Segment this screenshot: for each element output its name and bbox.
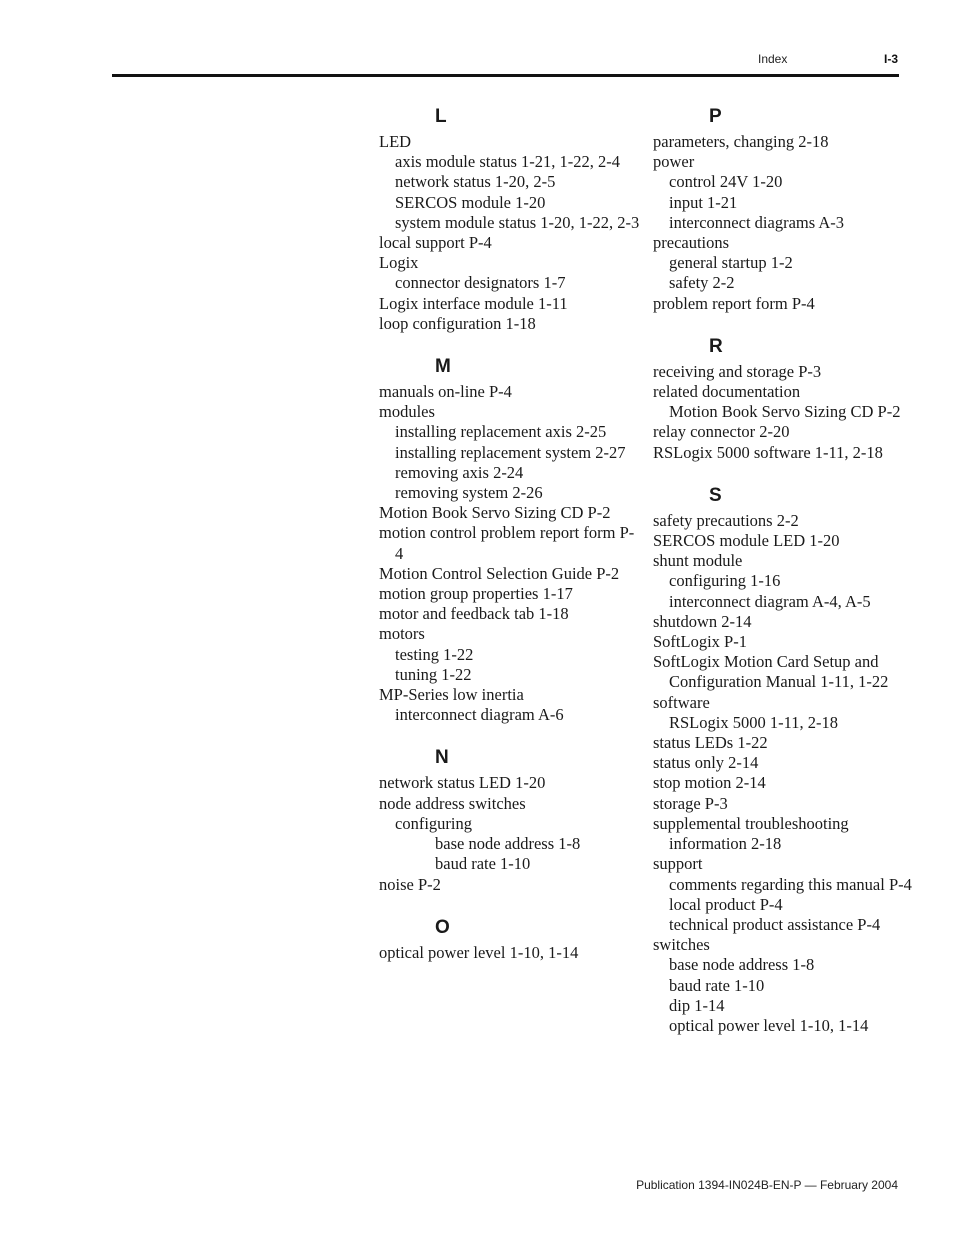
index-subentry: base node address 1-8 — [669, 955, 815, 975]
index-entry: problem report form P-4 — [653, 293, 815, 313]
index-entry: motion group properties 1-17 — [379, 584, 573, 604]
index-entry: safety precautions 2-2 — [653, 510, 799, 530]
index-subentry: interconnect diagram A-6 — [395, 705, 564, 725]
publication-footer: Publication 1394-IN024B-EN-P — February 2004 — [636, 1178, 898, 1192]
index-entry: shutdown 2-14 — [653, 611, 752, 631]
running-header-section: Index — [758, 52, 788, 66]
index-subentry: dip 1-14 — [669, 995, 725, 1015]
index-subentry: technical product assistance P-4 — [669, 914, 881, 934]
index-subentry: control 24V 1-20 — [669, 172, 783, 192]
index-subentry: installing replacement system 2-27 — [395, 442, 626, 462]
index-entry: status only 2-14 — [653, 753, 759, 773]
index-subentry: input 1-21 — [669, 192, 738, 212]
index-subentry: interconnect diagram A-4, A-5 — [669, 591, 871, 611]
index-entry: local support P-4 — [379, 233, 492, 253]
index-letter-heading: P — [709, 106, 722, 127]
index-letter-heading: S — [709, 484, 722, 506]
index-entry: MP-Series low inertia — [379, 685, 524, 705]
index-subentry: safety 2-2 — [669, 273, 735, 293]
index-subentry: SERCOS module 1-20 — [395, 192, 546, 212]
index-entry: noise P-2 — [379, 874, 441, 894]
index-subentry: configuring 1-16 — [669, 571, 781, 591]
index-entry: storage P-3 — [653, 793, 728, 813]
index-subentry: Motion Book Servo Sizing CD P-2 — [669, 402, 901, 422]
index-subentry: tuning 1-22 — [395, 664, 472, 684]
index-entry: receiving and storage P-3 — [653, 361, 822, 381]
index-entry: switches — [653, 935, 710, 955]
index-entry: RSLogix 5000 software 1-11, 2-18 — [653, 442, 883, 462]
index-entry: supplemental troubleshooting information 2-18 — [653, 813, 849, 854]
index-entry: manuals on-line P-4 — [379, 382, 512, 402]
index-letter-heading: R — [709, 335, 723, 357]
index-entry: LED — [379, 132, 412, 151]
index-section — [379, 745, 641, 894]
header-rule — [112, 74, 899, 77]
index-entry: power — [653, 152, 695, 172]
index-subentry: axis module status 1-21, 1-22, 2-4 — [395, 152, 621, 172]
index-entry: SERCOS module LED 1-20 — [653, 531, 840, 551]
index-subentry: removing system 2-26 — [395, 483, 543, 503]
index-letter-heading: L — [435, 106, 447, 127]
page-number: I-3 — [883, 52, 898, 66]
index-entry: support — [653, 854, 703, 874]
index-subentry: testing 1-22 — [395, 644, 474, 664]
index-entry: shunt module — [653, 551, 743, 571]
index-subentry: interconnect diagrams A-3 — [669, 212, 845, 232]
index-letter-heading: N — [435, 747, 449, 769]
index-entry: status LEDs 1-22 — [653, 733, 768, 753]
index-column-left — [379, 104, 641, 983]
index-subentry: general startup 1-2 — [669, 253, 793, 273]
index-entry: precautions — [653, 233, 730, 253]
index-section — [653, 334, 915, 463]
index-section — [379, 915, 641, 963]
index-entry: stop motion 2-14 — [653, 773, 766, 793]
index-entry: Logix interface module 1-11 — [379, 293, 568, 313]
index-entry: loop configuration 1-18 — [379, 313, 536, 333]
index-subentry: connector designators 1-7 — [395, 273, 566, 293]
index-subentry: system module status 1-20, 1-22, 2-3 — [395, 212, 640, 232]
index-entry: Motion Book Servo Sizing CD P-2 — [379, 503, 611, 523]
index-column-right — [653, 104, 915, 1056]
index-entry: network status LED 1-20 — [379, 773, 546, 793]
index-section — [379, 104, 641, 334]
index-subentry: removing axis 2-24 — [395, 462, 524, 482]
index-subentry: RSLogix 5000 1-11, 2-18 — [669, 712, 838, 732]
index-entry: Motion Control Selection Guide P-2 — [379, 563, 620, 583]
index-entry: SoftLogix P-1 — [653, 632, 747, 652]
index-entry: relay connector 2-20 — [653, 422, 790, 442]
index-letter-heading: O — [435, 916, 450, 938]
index-letter-heading: M — [435, 356, 451, 378]
index-section — [379, 354, 641, 725]
index-entry: parameters, changing 2-18 — [653, 132, 829, 151]
index-section — [653, 483, 915, 1036]
index-subentry: base node address 1-8 — [435, 834, 581, 854]
index-entry: motor and feedback tab 1-18 — [379, 604, 569, 624]
index-entry: Logix — [379, 253, 419, 273]
index-subentry: network status 1-20, 2-5 — [395, 172, 556, 192]
index-subentry: comments regarding this manual P-4 — [669, 874, 912, 894]
index-subentry: baud rate 1-10 — [669, 975, 765, 995]
index-subentry: local product P-4 — [669, 894, 783, 914]
index-subentry: baud rate 1-10 — [435, 854, 531, 874]
index-entry: modules — [379, 402, 435, 422]
index-entry: motion control problem report form P-4 — [379, 523, 635, 563]
index-subentry: configuring — [395, 813, 472, 833]
index-entry: SoftLogix Motion Card Setup and Configuration Manual 1-11, 1-22 — [653, 652, 889, 692]
index-subentry: optical power level 1-10, 1-14 — [669, 1015, 869, 1035]
index-subentry: installing replacement axis 2-25 — [395, 422, 607, 442]
index-section — [653, 104, 915, 314]
index-entry: related documentation — [653, 382, 801, 402]
index-entry: motors — [379, 624, 425, 644]
index-entry: optical power level 1-10, 1-14 — [379, 942, 579, 962]
index-entry: node address switches — [379, 793, 526, 813]
index-entry: software — [653, 692, 710, 712]
